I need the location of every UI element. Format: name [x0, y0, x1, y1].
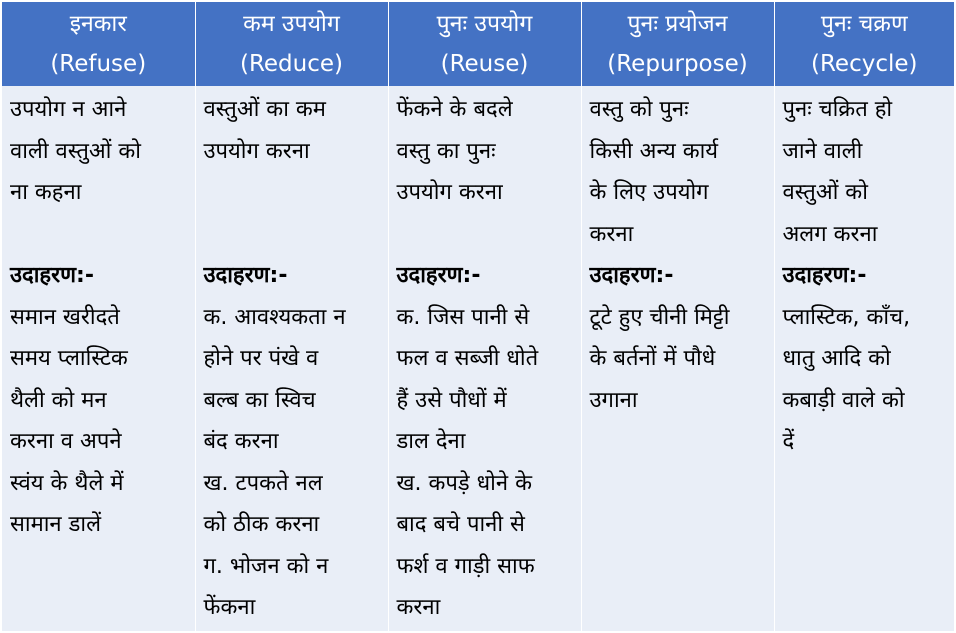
example-line: बल्ब का स्विच: [203, 387, 316, 413]
example-line: समान खरीदते: [10, 304, 120, 330]
desc-line: उपयोग करना: [203, 138, 310, 164]
example-line: धातु आदि को: [782, 346, 891, 371]
desc-line: वाली वस्तुओं को: [10, 138, 141, 164]
header-english: (Recycle): [811, 51, 918, 77]
header-english: (Reuse): [440, 51, 529, 77]
desc-line: वस्तुओं का कम: [203, 97, 326, 122]
cell-refuse: [2, 86, 195, 631]
example-line: फर्श व गाड़ी साफ: [396, 553, 535, 579]
example-line: ख. टपकते नल: [203, 470, 323, 496]
example-label: उदाहरण:-: [203, 263, 288, 288]
example-line: दें: [782, 429, 795, 454]
cell-recycle: [774, 86, 954, 631]
cell-reuse: [388, 86, 581, 631]
desc-line: ना कहना: [10, 180, 82, 205]
desc-line: के लिए उपयोग: [589, 180, 709, 205]
example-label: उदाहरण:-: [782, 263, 867, 288]
example-line: ग. भोजन को न: [203, 553, 329, 579]
header-hindi: पुनः प्रयोजन: [627, 11, 728, 37]
example-line: क. आवश्यकता न: [203, 304, 346, 330]
example-line: हैं उसे पौधों में: [396, 387, 507, 413]
header-hindi: कम उपयोग: [243, 11, 340, 37]
example-label: उदाहरण:-: [10, 263, 94, 288]
spacer: [10, 214, 189, 256]
example-line: थैली को मन: [10, 387, 107, 413]
example-line: को ठीक करना: [203, 512, 320, 537]
example-line: क. जिस पानी से: [396, 304, 530, 330]
example-line: ख. कपड़े धोने के: [396, 470, 532, 496]
cell-repurpose: [581, 86, 774, 631]
header-english: (Refuse): [50, 51, 147, 77]
desc-line: उपयोग करना: [396, 180, 503, 205]
header-hindi: पुनः चक्रण: [820, 11, 908, 37]
header-hindi: पुनः उपयोग: [436, 11, 533, 37]
spacer: [204, 172, 382, 214]
example-line: टूटे हुए चीनी मिट्टी: [589, 304, 730, 330]
desc-line: अलग करना: [782, 221, 878, 247]
desc-line: जाने वाली: [782, 138, 863, 164]
desc-line: वस्तु को पुनः: [589, 97, 689, 122]
desc-line: करना: [589, 221, 634, 247]
header-refuse: [2, 2, 195, 86]
desc-line: फेंकने के बदले: [396, 97, 513, 122]
header-reduce: [195, 2, 388, 86]
example-line: कबाड़ी वाले को: [782, 387, 905, 413]
desc-line: किसी अन्य कार्य: [589, 138, 719, 164]
body-row: [2, 86, 954, 631]
desc-line: पुनः चक्रित हो: [782, 97, 893, 122]
example-label: उदाहरण:-: [396, 263, 481, 288]
example-line: स्वंय के थैले में: [10, 470, 124, 496]
header-english: (Repurpose): [607, 51, 748, 77]
example-line: फेंकना: [203, 595, 256, 620]
example-label: उदाहरण:-: [589, 263, 674, 288]
header-row: [2, 2, 954, 86]
header-recycle: [774, 2, 954, 86]
example-line: करना: [396, 595, 441, 620]
header-english: (Reduce): [239, 51, 344, 77]
r-principles-table: [2, 2, 954, 631]
example-line: प्लास्टिक, काँच,: [782, 304, 911, 330]
cell-reduce: [195, 86, 388, 631]
example-line: फल व सब्जी धोते: [396, 346, 539, 371]
header-reuse: [388, 2, 581, 86]
example-line: उगाना: [589, 387, 638, 413]
example-line: करना व अपने: [10, 429, 122, 454]
example-line: डाल देना: [396, 429, 466, 454]
desc-line: वस्तु का पुनः: [396, 138, 496, 164]
example-line: होने पर पंखे व: [203, 346, 319, 371]
spacer: [397, 214, 575, 256]
example-line: बंद करना: [203, 429, 279, 454]
example-line: बाद बचे पानी से: [396, 512, 525, 537]
desc-line: उपयोग न आने: [10, 97, 127, 122]
example-line: के बर्तनों में पौधे: [589, 346, 716, 371]
header-hindi: इनकार: [69, 11, 127, 37]
spacer: [204, 214, 382, 256]
example-line: सामान डालें: [10, 512, 102, 537]
example-line: समय प्लास्टिक: [10, 346, 128, 371]
desc-line: वस्तुओं को: [782, 180, 868, 205]
header-repurpose: [581, 2, 774, 86]
